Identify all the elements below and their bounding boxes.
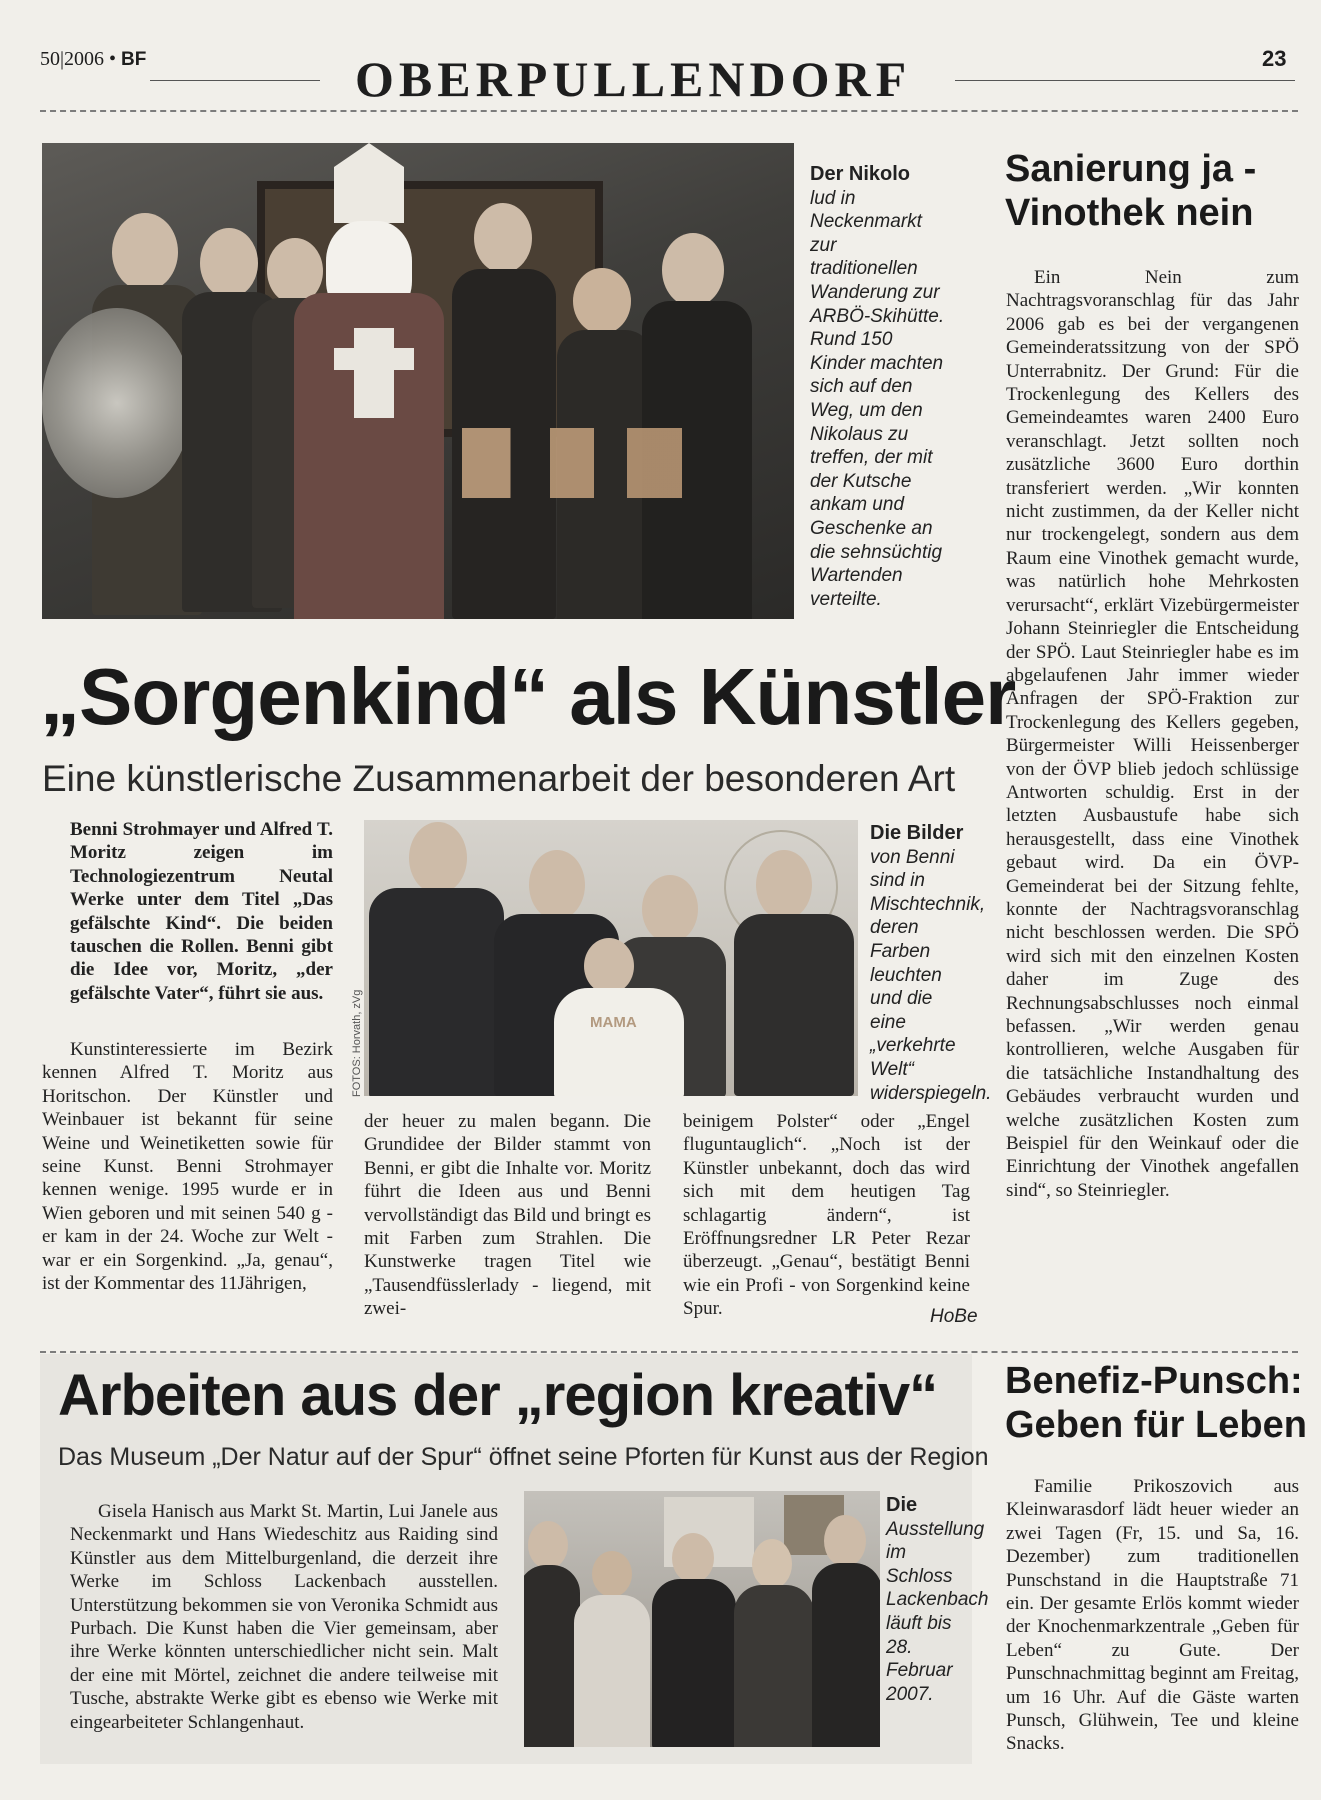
- paper-abbrev: BF: [121, 49, 147, 70]
- issue-number: 50|2006: [40, 48, 105, 70]
- section-title: OBERPULLENDORF: [355, 51, 912, 107]
- page-number: 23: [1262, 46, 1287, 71]
- exhibition-caption-text: Ausstellung im Schloss Lackenbach läuft bis 28. Februar 2007.: [886, 1518, 989, 1705]
- benni-caption-text: von Benni sind in Mischtechnik, deren Farben leuchten und die eine „verkehrte Welt“ widerspiegeln.: [870, 846, 992, 1104]
- photo-credit: FOTOS: Horvath, zVg: [351, 989, 363, 1097]
- exhibition-caption-box: [886, 1494, 989, 1706]
- separator-dot: •: [109, 48, 117, 70]
- gift-bags: [462, 428, 682, 498]
- benefiz-headline-2: Geben für Leben: [1005, 1404, 1307, 1446]
- main-author: HoBe: [930, 1306, 978, 1327]
- exhibition-photo: [524, 1491, 880, 1747]
- bottom-headline: Arbeiten aus der „region kreativ“: [58, 1363, 938, 1428]
- main-col-2: der heuer zu malen begann. Die Grundidee der Bilder stammt von Benni, er gibt die Inhalte vor. Moritz führt die Ideen aus und Benni vervollständigt das Bild und bringt es mit Farben zum Strahlen. Die Kunstwerke tragen Titel wie „Tausendfüsslerlady - liegend, mit zwei-: [364, 1111, 651, 1320]
- header-rule-left: [150, 80, 320, 81]
- bottom-body: Gisela Hanisch aus Markt St. Martin, Lui Janele aus Neckenmarkt und Hans Wiedeschitz aus Raiding sind Künstler aus dem Mittelburgenland, die derzeit ihre Werke im Schloss Lackenbach ausstellen. Unterstützung bekommen sie von Veronika Schmidt aus Purbach. Die Kunst haben die Vier gemeinsam, aber ihre Werke könnten unterschiedlicher nicht sein. Malt der eine mit Mörtel, zeichnet die andere teilweise mit Tusche, abstrakte Werke gibt es ebenso wie Werke mit eingearbeiteter Schlangenhaut.: [70, 1501, 498, 1733]
- main-col-1: Kunstinteressierte im Bezirk kennen Alfred T. Moritz aus Horitschon. Der Künstler und Weinbauer ist bekannt für seine Weine und Weinetiketten sowie für seine Kunst. Benni Strohmayer kennen wenige. 1995 wurde er in Wien geboren und mit seinen 540 g - er kam in der 24. Woche zur Welt - war er ein Sorgenkind. „Ja, genau“, ist der Kommentar des 11Jährigen,: [42, 1039, 333, 1295]
- benni-caption-title: Die Bilder: [870, 822, 964, 844]
- benefiz-body: Familie Prikoszovich aus Kleinwarasdorf lädt heuer wieder an zwei Tagen (Fr, 15. und Sa, 16. Dezember) zum traditionellen Punschstand in die Hauptstraße 71 ein. Der gesamte Erlös kommt wieder der Knochenmarkzentrale „Geben für Leben“ zu Gute. Der Punschnachmittag beginnt am Freitag, um 16 Uhr. Auf die Gäste warten Punsch, Glühwein, Tee und kleine Snacks.: [1006, 1476, 1299, 1755]
- sidebar-headline-1: Sanierung ja -: [1005, 148, 1257, 190]
- main-lead: Benni Strohmayer und Alfred T. Moritz zeigen im Technologiezentrum Neutal Werke unter dem Titel „Das gefälschte Kind“. Die beiden tauschen die Rollen. Benni gibt die Idee vor, Moritz, „der gefälschte Vater“, führt sie aus.: [70, 819, 333, 1004]
- top-caption-title: Der Nikolo: [810, 163, 911, 185]
- cross-bar: [334, 348, 414, 370]
- header-rule-right: [955, 80, 1295, 81]
- exhibition-caption-title: Die: [886, 1494, 918, 1516]
- issue-info: [40, 48, 146, 71]
- benni-photo: [364, 820, 858, 1096]
- sidebar-headline-2: Vinothek nein: [1005, 192, 1254, 234]
- sidebar-body: Ein Nein zum Nachtragsvoranschlag für das Jahr 2006 gab es bei der vergangenen Gemeinderatssitzung von der SPÖ Unterrabnitz. Der Grund: Für die Trockenlegung des Kellers des Gemeindeamtes waren 2400 Euro veranschlagt. Jetzt sollten noch zusätzliche 3600 Euro dorthin transferiert werden. „Wir konnten nicht zustimmen, da der Keller nicht nur trockengelegt, sondern aus dem Raum eine Vinothek gemacht wurde, was natürlich hohe Mehrkosten verursacht“, erklärt Vizebürgermeister Johann Steinriegler die Entscheidung der SPÖ. Laut Steinriegler habe es im abgelaufenen Jahr immer wieder Anfragen der SPÖ-Fraktion zur Trockenlegung des Kellers gegeben, Bürgermeister Willi Heissenberger von der ÖVP blieb jedoch schlüssige Antworten schuldig. Erst in der letzten Ausbaustufe habe sich herausgestellt, dass eine Vinothek gebaut wird. Da ein ÖVP-Gemeinderat bei der Sitzung fehlte, konnte der Nachtragsvoranschlag nicht beschlossen werden. Die SPÖ wird sich mit den einzelnen Kosten daher im Zuge des Rechnungsabschlusses noch einmal befassen. „Wir werden genau kontrollieren, welche Ausgaben für die tatsächliche Instandhaltung des Gebäudes verbraucht wurden und welche zusätzlichen Kosten zum Beispiel für den Weinkauf oder die Einrichtung der Vinothek angefallen sind“, so Steinriegler.: [1006, 267, 1299, 1201]
- main-subtitle: Eine künstlerische Zusammenarbeit der besonderen Art: [42, 758, 956, 799]
- shirt-print: MAMA: [590, 1014, 637, 1031]
- main-col-3: beinigem Polster“ oder „Engel fluguntauglich“. „Noch ist der Künstler unbekannt, doch das wird sich mit dem heutigen Tag schlagartig ändern“, ist Eröffnungsredner LR Peter Rezar überzeugt. „Genau“, bestätigt Benni wie ein Profi - von Sorgenkind keine Spur.: [683, 1111, 970, 1320]
- cross-emblem: [354, 328, 394, 418]
- top-photo-caption-box: [794, 143, 958, 619]
- header-dashed-rule: [40, 110, 1298, 112]
- bottom-subtitle: Das Museum „Der Natur auf der Spur“ öffnet seine Pforten für Kunst aus der Region: [58, 1443, 989, 1471]
- euphonium: [42, 308, 192, 498]
- nikolo-photo: [42, 143, 794, 619]
- main-headline: „Sorgenkind“ als Künstler: [40, 652, 1016, 741]
- lower-dashed-rule: [40, 1351, 1298, 1353]
- benni-caption-box: [870, 822, 992, 1105]
- benefiz-headline-1: Benefiz-Punsch:: [1005, 1360, 1303, 1402]
- top-caption-text: lud in Neckenmarkt zur traditionellen Wanderung zur ARBÖ-Skihütte. Rund 150 Kinder machten sich auf den Weg, um den Nikolaus zu treffen, der mit der Kutsche ankam und Geschenke an die sehnsüchtig Wartenden verteilte.: [810, 187, 945, 610]
- mitre: [334, 143, 404, 223]
